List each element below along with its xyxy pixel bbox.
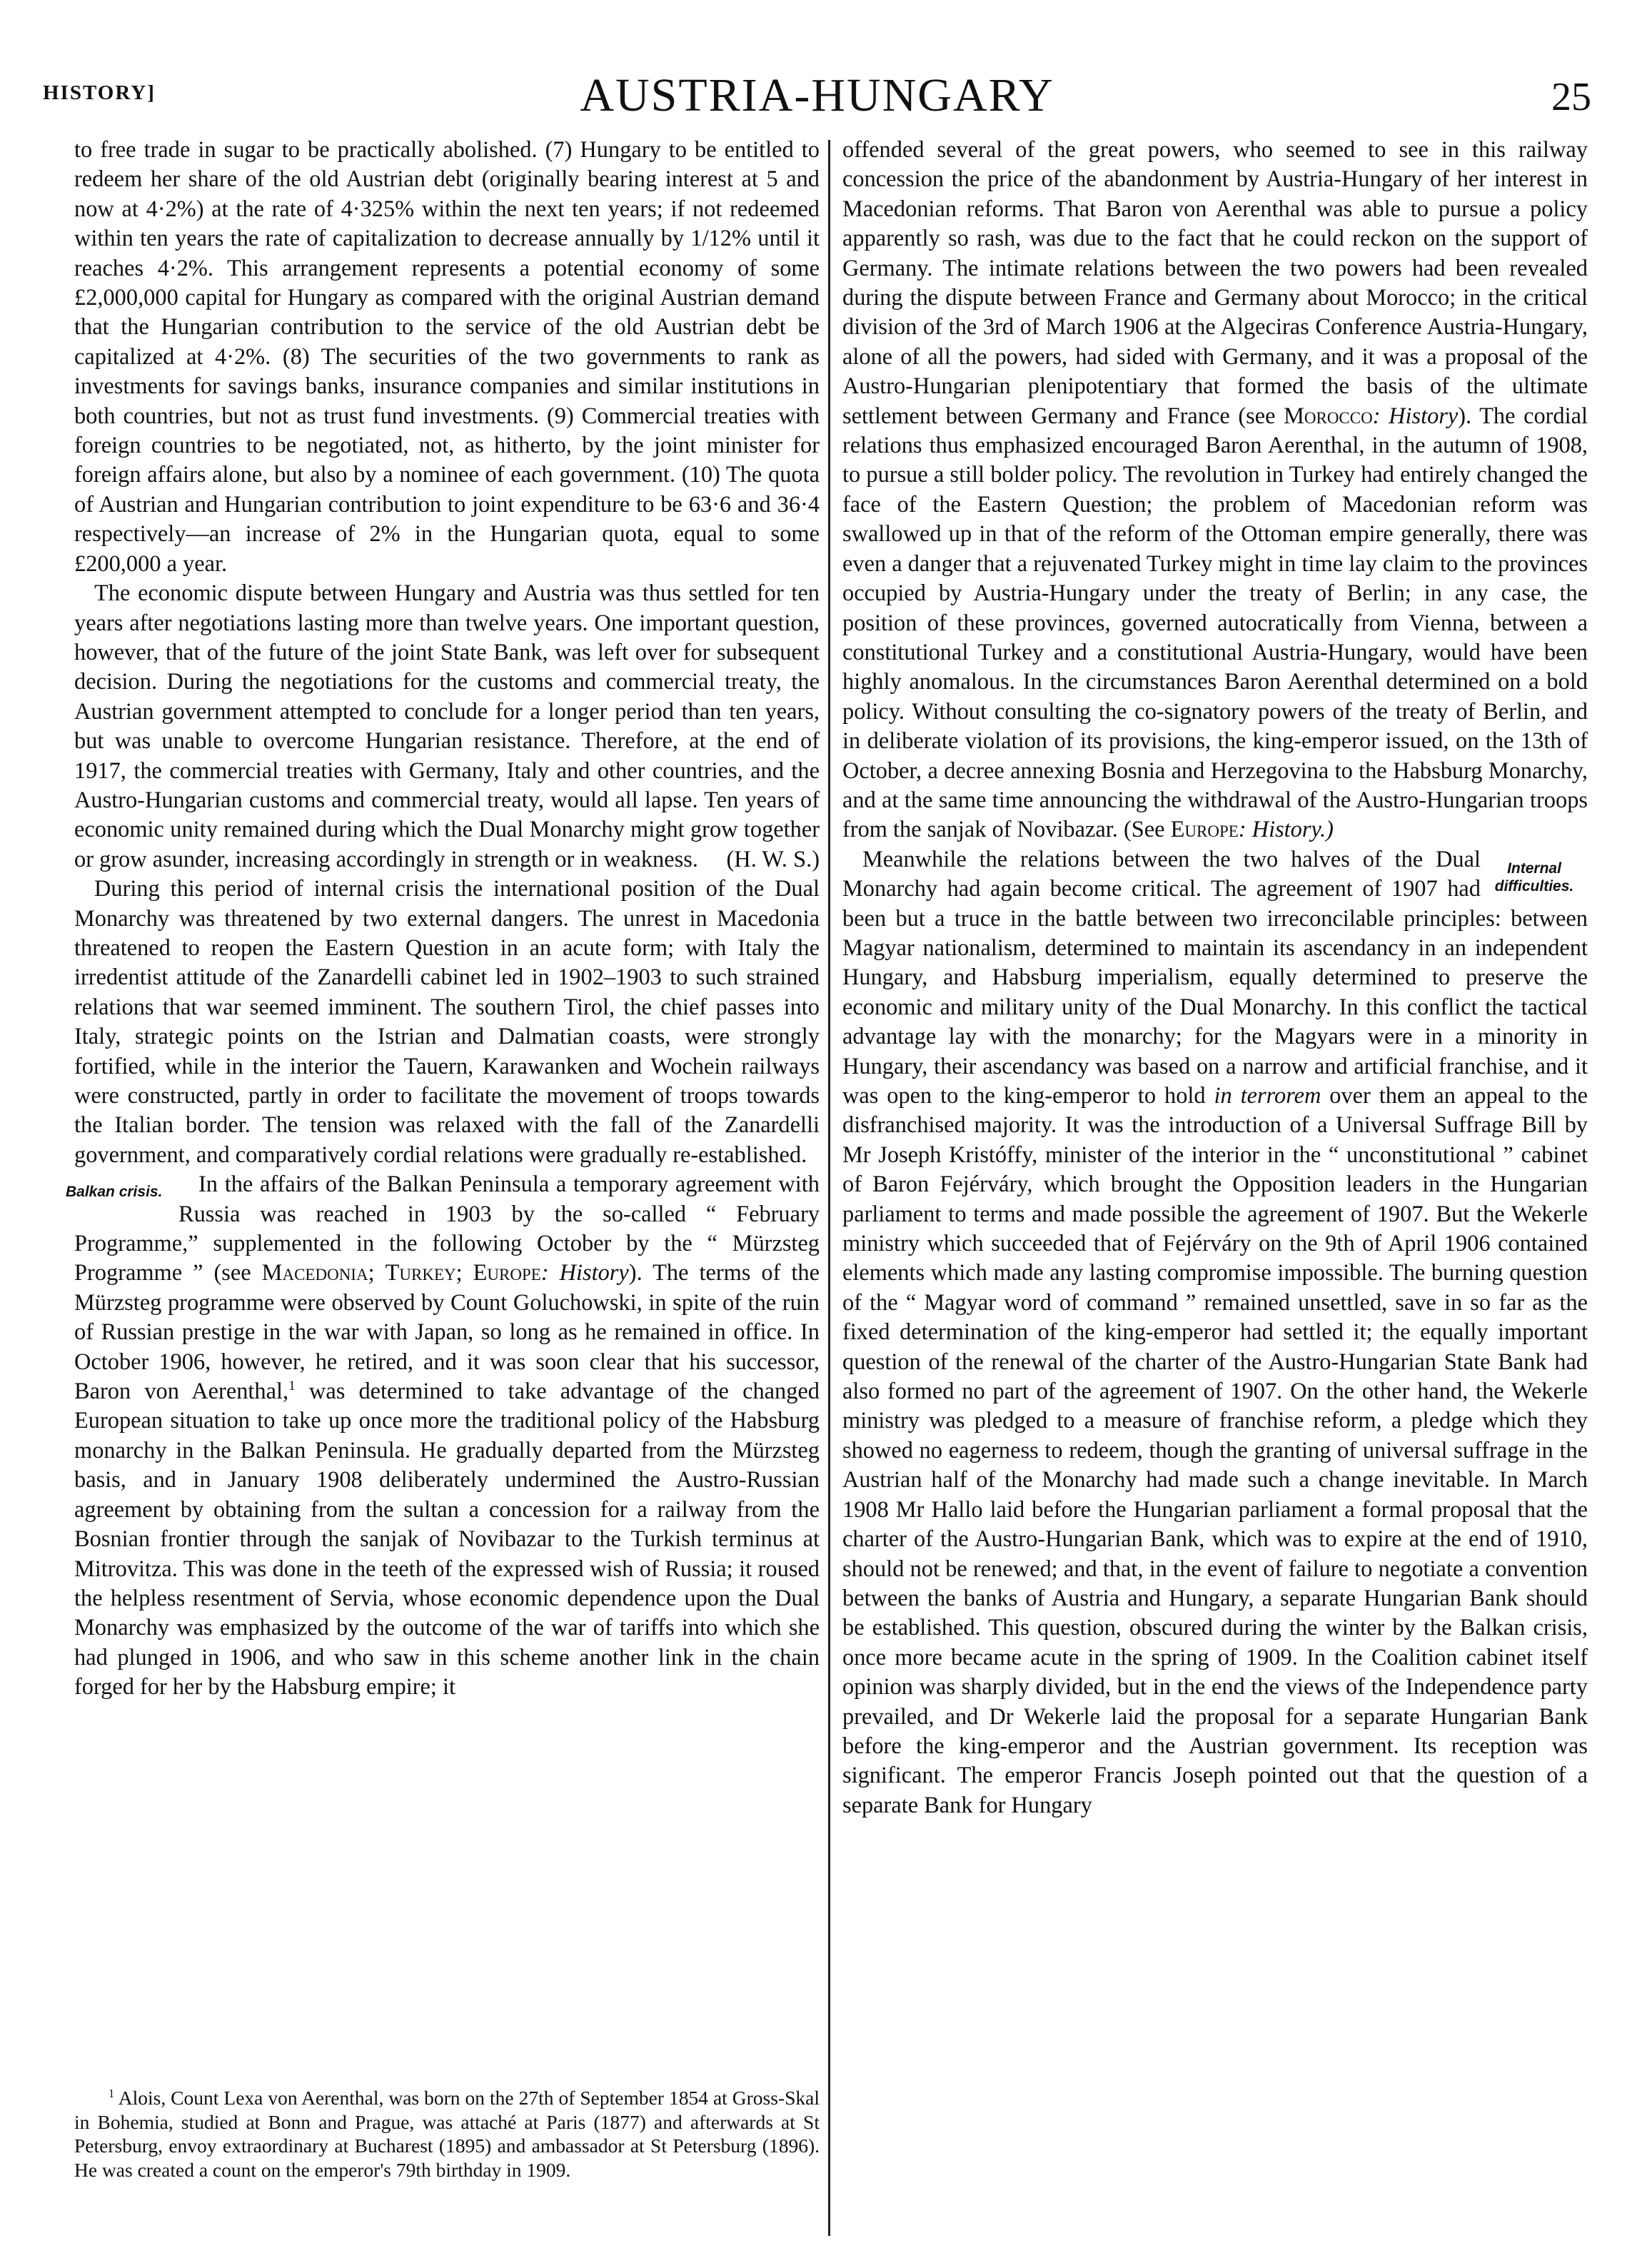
cross-reference-italic: : History (1372, 403, 1459, 429)
separator: ; (455, 1260, 473, 1286)
page-title: AUSTRIA-HUNGARY (580, 69, 1054, 121)
footnote (74, 2086, 820, 2182)
italic-phrase: in terrorem (1214, 1083, 1321, 1109)
section-label: HISTORY] (43, 81, 156, 104)
paragraph-aerenthal-policy (842, 136, 1588, 845)
page-number: 25 (1551, 75, 1591, 119)
footnote-marker: 1 (288, 1379, 296, 1394)
paragraph-text: ). The cordial relations thus emphasized encouraged Baron Aerenthal, in the autumn of 1908, to pursue a still bolder policy. The revolution in Turkey had entirely changed the face of the Eastern Question; the problem of Macedonian reform was swallowed up in that of the reform of the Ottoman empire generally, there was even a danger that a rejuvenated Turkey might in time lay claim to the provinces occupied by Austria-Hungary under the treaty of Berlin; in any case, the position of these provinces, governed autocratically from Vienna, between a constitutional Turkey and a constitutional Austria-Hungary, would have been highly anomalous. In the circumstances Baron Aerenthal determined on a bold policy. Without consulting the co-signatory powers of the treaty of Berlin, and in deliberate violation of its provisions, the king-emperor issued, on the 13th of October, a decree annexing Bosnia and Herzegovina to the Habsburg Monarchy, and at the same time announcing the withdrawal of the Austro-Hungarian troops from the sanjak of Novibazar. (See (842, 403, 1588, 843)
paragraph-text: ). The terms of the Mürzsteg programme were observed by Count Goluchowski, in spite of the ruin of Russian prestige in the war with Japan, so long as he remained in office. In October 1906, however, he retired, and it was soon clear that his successor, Baron von Aerenthal, (74, 1260, 820, 1405)
right-column (842, 136, 1588, 1820)
margin-note-internal-difficulties: Internal difficulties. (1494, 860, 1574, 894)
paragraph-economic-dispute (74, 579, 820, 875)
cross-reference-italic: : History (540, 1260, 629, 1286)
cross-reference-italic: : History (1238, 817, 1321, 843)
cross-reference: Europe (473, 1260, 541, 1286)
paragraph-text: In the affairs of the Balkan Peninsula a temporary agreement with Russia was reached in 1903 by the so-called “ February Programme,” supplemented in the following October by the “ Mürzsteg Programme ” (see (74, 1171, 820, 1286)
paragraph-internal-difficulties (842, 845, 1588, 1820)
page-header (43, 69, 1591, 119)
paragraph-text: Meanwhile the relations between the two halves of the Dual Monarchy had again become critical. The agreement of 1907 had been but a truce in the battle between two irreconcilable principles: between Magyar nationalism, determined to maintain its ascendancy in an independent Hungary, and Habsburg imperialism, equally determined to preserve the economic and military unity of the Dual Monarchy. In this conflict the tactical advantage lay with the monarchy; for the Magyars were in a minority in Hungary, their ascendancy was based on a narrow and artificial franchise, and it was open to the king-emperor to hold (842, 846, 1588, 1109)
left-column (66, 136, 820, 1703)
cross-reference: Turkey (385, 1260, 456, 1286)
footnote-body: Alois, Count Lexa von Aerenthal, was born on the 27th of September 1854 at Gross-Skal in Bohemia, studied at Bonn and Prague, was attaché at Paris (1877) and afterwards at St Petersburg, envoy extraordinary at Bucharest (1895) and ambassador at St Petersburg (1896). He was created a count on the emperor's 79th birthday in 1909. (74, 2087, 820, 2181)
paragraph-external-dangers: During this period of internal crisis the international position of the Dual Monarchy was threatened by two external dangers. The unrest in Macedonia threatened to reopen the Eastern Question in an acute form; with Italy the irredentist attitude of the Zanardelli cabinet led in 1902–1903 to such strained relations that war seemed imminent. The southern Tirol, the chief passes into Italy, strategic points on the Istrian and Dalmatian coasts, were strongly fortified, while in the interior the Tauern, Karawanken and Wochein railways were constructed, partly in order to facilitate the movement of troops towards the Italian border. The tension was relaxed with the fall of the Zanardelli government, and comparatively cordial relations were gradually re-established. (74, 876, 820, 1168)
separator: ; (368, 1260, 386, 1286)
paragraph-text: offended several of the great powers, who seemed to see in this railway concession the price of the abandonment by Austria-Hungary of her interest in Macedonian reforms. That Baron von Aerenthal was able to pursue a policy apparently so rash, was due to the fact that he could reckon on the support of Germany. The intimate relations between the two powers had been revealed during the dispute between France and Germany about Morocco; in the critical division of the 3rd of March 1906 at the Algeciras Conference Austria-Hungary, alone of all the powers, had sided with Germany, and it was a proposal of the Austro-Hungarian plenipotentiary that formed the basis of the ultimate settlement between Germany and France (see (842, 137, 1588, 429)
cross-reference: Macedonia (261, 1260, 368, 1286)
paragraph-balkan-affairs (66, 1170, 820, 1702)
paragraph-trade-terms: to free trade in sugar to be practically abolished. (7) Hungary to be entitled to redeem her share of the old Austrian debt (originally bearing interest at 5 and now at 4·2%) at the rate of 4·325% within the next ten years; if not redeemed within ten years the rate of capitalization to decrease annually by 1/12% until it reaches 4·2%. This arrangement represents a potential economy of some £2,000,000 capital for Hungary as compared with the original Austrian demand that the Hungarian contribution to the service of the old Austrian debt be capitalized at 4·2%. (8) The securities of the two governments to rank as investments for savings banks, insurance companies and similar institutions in both countries, but not as trust fund investments. (9) Commercial treaties with foreign countries to be negotiated, not, as hitherto, by the joint minister for foreign affairs alone, but also by a nominee of each government. (10) The quota of Austrian and Hungarian contribution to joint expenditure to be 63·6 and 36·4 respectively—an increase of 2% in the Hungarian quota, equal to some £200,000 a year. (74, 137, 820, 577)
cross-reference: Europe (1170, 817, 1239, 843)
footnote-marker: 1 (109, 2086, 115, 2100)
paragraph-text: over them an appeal to the disfranchised majority. It was the introduction of a Universal Suffrage Bill by Mr Joseph Kristóffy, minister of the interior in the “ unconstitutional ” cabinet of Baron Fejérváry, which brought the Opposition leaders in the Hungarian parliament to terms and made possible the agreement of 1907. But the Wekerle ministry which succeeded that of Fejérváry on the 9th of April 1906 contained elements which made any lasting compromise impossible. The burning question of the “ Magyar word of command ” remained unsettled, save in so far as the fixed determination of the king-emperor had settled it; the equally important question of the renewal of the charter of the Austro-Hungarian State Bank had also formed no part of the agreement of 1907. On the other hand, the Wekerle ministry was pledged to a measure of franchise reform, a pledge which they showed no eagerness to redeem, though the granting of universal suffrage in the Austrian half of the Monarchy had made such a change inevitable. In March 1908 Mr Hallo laid before the Hungarian parliament a formal proposal that the charter of the Austro-Hungarian Bank, which was to expire at the end of 1910, should not be renewed; and that, in the event of failure to negotiate a convention between the banks of Austria and Hungary, a separate Hungarian Bank should be established. This question, obscured during the winter by the Balkan crisis, once more became acute in the spring of 1909. In the Coalition cabinet itself opinion was sharply divided, but in the end the views of the Independence party prevailed, and Dr Wekerle laid the proposal for a separate Hungarian Bank before the king-emperor and the Austrian government. Its reception was significant. The emperor Francis Joseph pointed out that the question of a separate Bank for Hungary (842, 1083, 1588, 1818)
margin-note-balkan-crisis: Balkan crisis. (66, 1184, 163, 1201)
footnote-text (74, 2086, 820, 2182)
paragraph-text: was determined to take advantage of the changed European situation to take up once more the traditional policy of the Habsburg monarchy in the Balkan Peninsula. He gradually departed from the Mürzsteg basis, and in January 1908 deliberately undermined the Austro-Russian agreement by obtaining from the sultan a concession for a railway from the Bosnian frontier through the sanjak of Novibazar to the Turkish terminus at Mitrovitza. This was done in the teeth of the expressed wish of Russia; it roused the helpless resentment of Servia, whose economic dependence upon the Dual Monarchy was emphasized by the outcome of the war of tariffs into which she had plunged in 1906, and who saw in this scheme another link in the chain forged for her by the Habsburg empire; it (74, 1379, 820, 1700)
paragraph-text: The economic dispute between Hungary and Austria was thus settled for ten years after negotiations lasting more than twelve years. One important question, however, that of the future of the joint State Bank, was left over for subsequent decision. During the negotiations for the customs and commercial treaty, the Austrian government attempted to conclude for a longer period than ten years, but was unable to overcome Hungarian resistance. Therefore, at the end of 1917, the commercial treaties with Germany, Italy and other countries, and the Austro-Hungarian customs and commercial treaty, would all lapse. Ten years of economic unity remained during which the Dual Monarchy might grow together or grow asunder, increasing accordingly in strength or in weakness. (74, 580, 820, 872)
cross-reference: Morocco (1284, 403, 1373, 429)
author-signature: (H. W. S.) (726, 846, 820, 872)
column-divider (828, 140, 830, 2236)
closing-text: .) (1320, 817, 1334, 843)
